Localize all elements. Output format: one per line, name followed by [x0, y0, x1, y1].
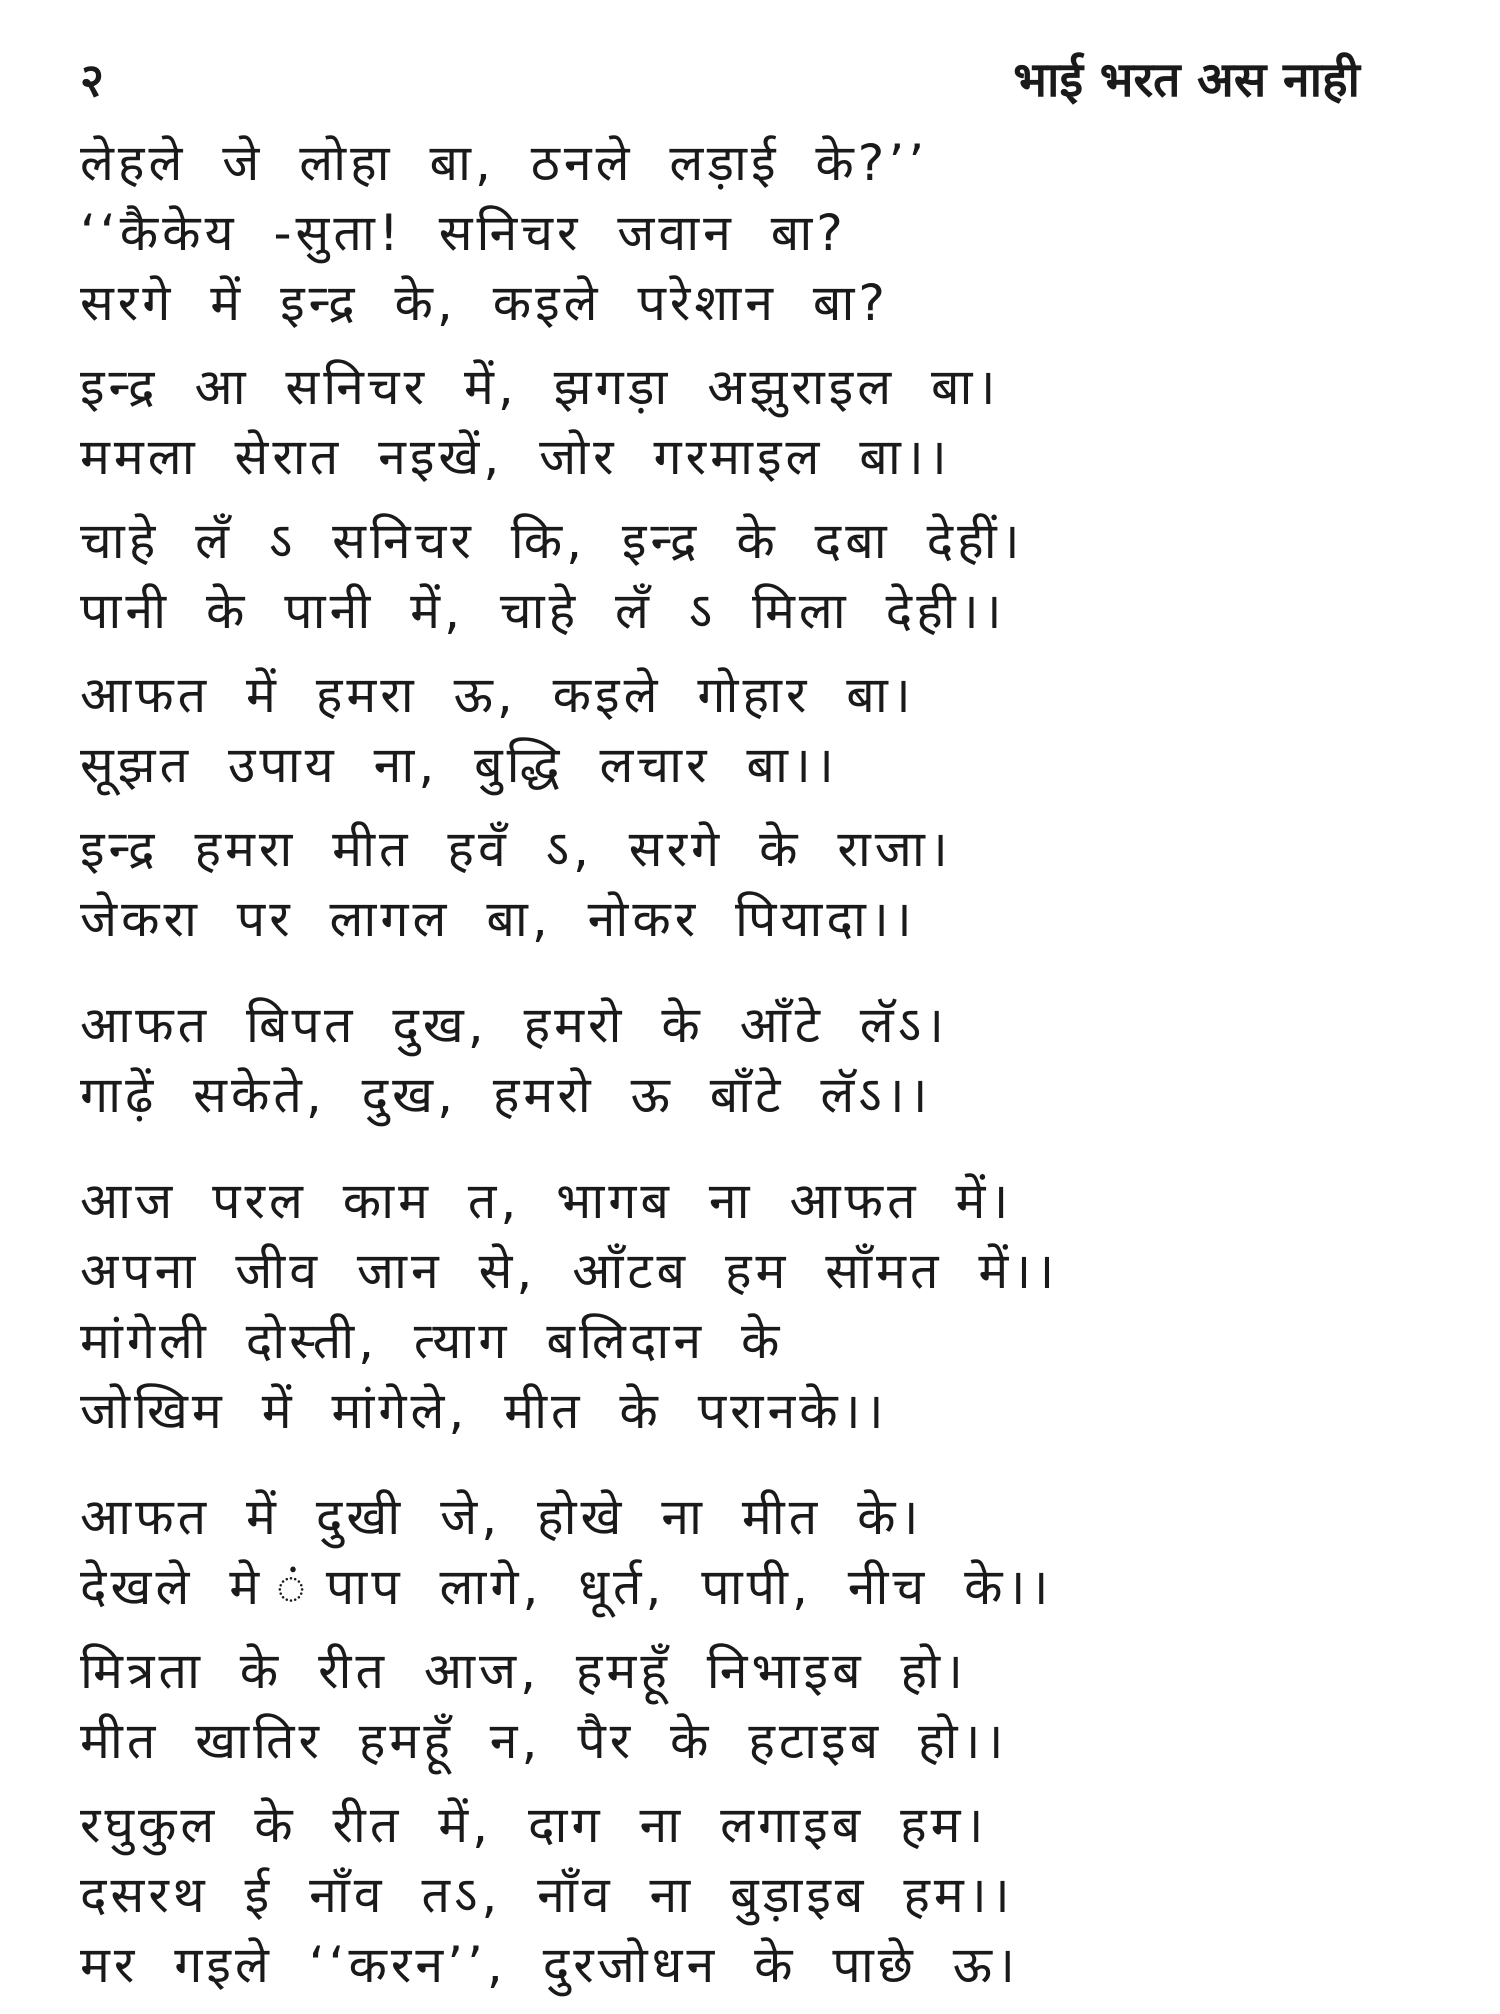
verse-line: मर गइले ‘‘करन’’, दुरजोधन के पाछे ऊ। — [80, 1936, 1019, 1994]
verse-line: आफत में हमरा ऊ, कइले गोहार बा। — [80, 666, 915, 724]
verse-line: चाहे लँ ऽ सनिचर कि, इन्द्र के दबा देहीं। — [80, 512, 1024, 570]
verse-line: मित्रता के रीत आज, हमहूँ निभाइब हो। — [80, 1642, 968, 1700]
page-header — [80, 40, 1360, 120]
verse-line: लेहले जे लोहा बा, ठनले लड़ाई के?’’ — [80, 134, 929, 192]
verse-line: आज परल काम त, भागब ना आफत में। — [80, 1172, 1013, 1230]
verse-line: मांगेली दोस्ती, त्याग बलिदान के — [80, 1312, 784, 1370]
stanza — [80, 352, 1420, 492]
verse-line: जोखिम में मांगेले, मीत के परानके।। — [80, 1382, 888, 1440]
verse-line: अपना जीव जान से, आँटब हम साँमत में।। — [80, 1242, 1059, 1300]
verse-line: पानी के पानी में, चाहे लँ ऽ मिला देही।। — [80, 582, 1006, 640]
verse-line: जेकरा पर लागल बा, नोकर पियादा।। — [80, 890, 916, 948]
stanza — [80, 990, 1420, 1130]
stanza — [80, 814, 1420, 954]
stanza — [80, 660, 1420, 800]
stanza — [80, 1636, 1420, 1776]
verse-line: आफत बिपत दुख, हमरो के आँटे लॅऽ। — [80, 996, 949, 1054]
running-title: भाई भरत अस नाही — [1013, 52, 1360, 108]
verse-line: इन्द्र हमरा मीत हवँ ऽ, सरगे के राजा। — [80, 820, 952, 878]
verse-line: देखले मे ंपाप लागे, धूर्त, पापी, नीच के।। — [80, 1558, 1053, 1616]
verse-line: मीत खातिर हमहूँ न, पैर के हटाइब हो।। — [80, 1712, 1008, 1770]
verse-line: सूझत उपाय ना, बुद्धि लचार बा।। — [80, 736, 838, 794]
verse-line: सरगे में इन्द्र के, कइले परेशान बा? — [80, 274, 889, 332]
page-number: २ — [80, 53, 104, 107]
stanza — [80, 1790, 1420, 2000]
verse-line: ‘‘कैकेय -सुता! सनिचर जवान बा? — [80, 204, 847, 262]
stanza — [80, 128, 1420, 338]
stanza — [80, 1482, 1420, 1622]
poem-body — [80, 128, 1420, 2014]
verse-line: ममला सेरात नइखें, जोर गरमाइल बा।। — [80, 428, 951, 486]
verse-line: गाढ़ें सकेते, दुख, हमरो ऊ बाँटे लॅऽ।। — [80, 1066, 932, 1124]
verse-line: इन्द्र आ सनिचर में, झगड़ा अझुराइल बा। — [80, 358, 1000, 416]
verse-line: दसरथ ई नाँव तऽ, नाँव ना बुड़ाइब हम।। — [80, 1866, 1014, 1924]
verse-line: आफत में दुखी जे, होखे ना मीत के। — [80, 1488, 923, 1546]
stanza — [80, 1166, 1420, 1446]
verse-line: रघुकुल के रीत में, दाग ना लगाइब हम। — [80, 1796, 988, 1854]
stanza — [80, 506, 1420, 646]
